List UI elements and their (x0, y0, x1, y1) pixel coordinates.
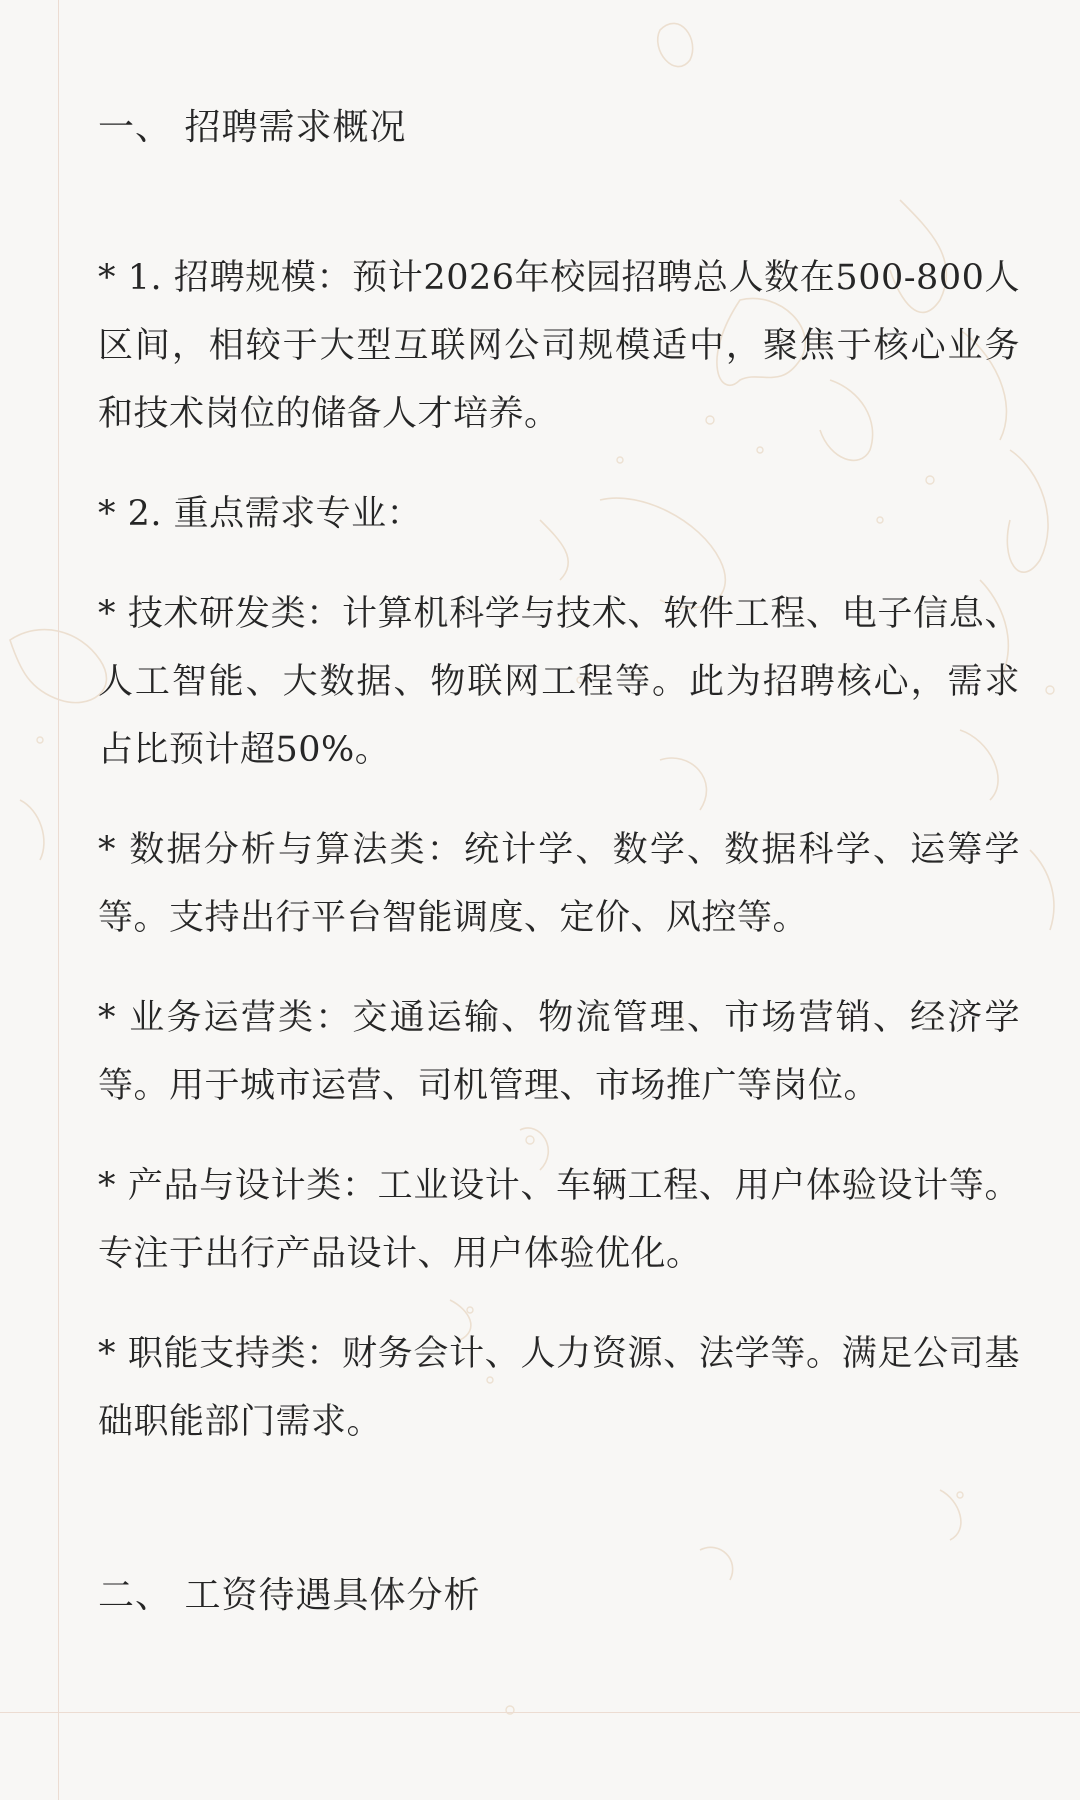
paragraph-functional-support: * 职能支持类：财务会计、人力资源、法学等。满足公司基础职能部门需求。 (98, 1334, 1020, 1442)
paragraph-business-operations: * 业务运营类：交通运输、物流管理、市场营销、经济学等。用于城市运营、司机管理、市场推广等岗位。 (98, 998, 1020, 1106)
paragraph-recruitment-scale: * 1. 招聘规模：预计2026年校园招聘总人数在500-800人区间，相较于大型互联网公司规模适中，聚焦于核心业务和技术岗位的储备人才培养。 (98, 258, 1020, 434)
section-heading-recruitment-overview: 一、 招聘需求概况 (98, 107, 407, 148)
margin-rule-horizontal (0, 1712, 1080, 1713)
paragraph-product-design: * 产品与设计类：工业设计、车辆工程、用户体验设计等。专注于出行产品设计、用户体验优化。 (98, 1166, 1020, 1274)
margin-rule-vertical (58, 0, 59, 1800)
paragraph-key-majors: * 2. 重点需求专业： (98, 494, 423, 534)
section-heading-salary-analysis: 二、 工资待遇具体分析 (98, 1575, 481, 1616)
paragraph-data-algorithm: * 数据分析与算法类：统计学、数学、数据科学、运筹学等。支持出行平台智能调度、定价、风控等。 (98, 830, 1020, 938)
paragraph-tech-rnd: * 技术研发类：计算机科学与技术、软件工程、电子信息、人工智能、大数据、物联网工程等。此为招聘核心，需求占比预计超50%。 (98, 594, 1020, 770)
document-body (98, 100, 1020, 1624)
